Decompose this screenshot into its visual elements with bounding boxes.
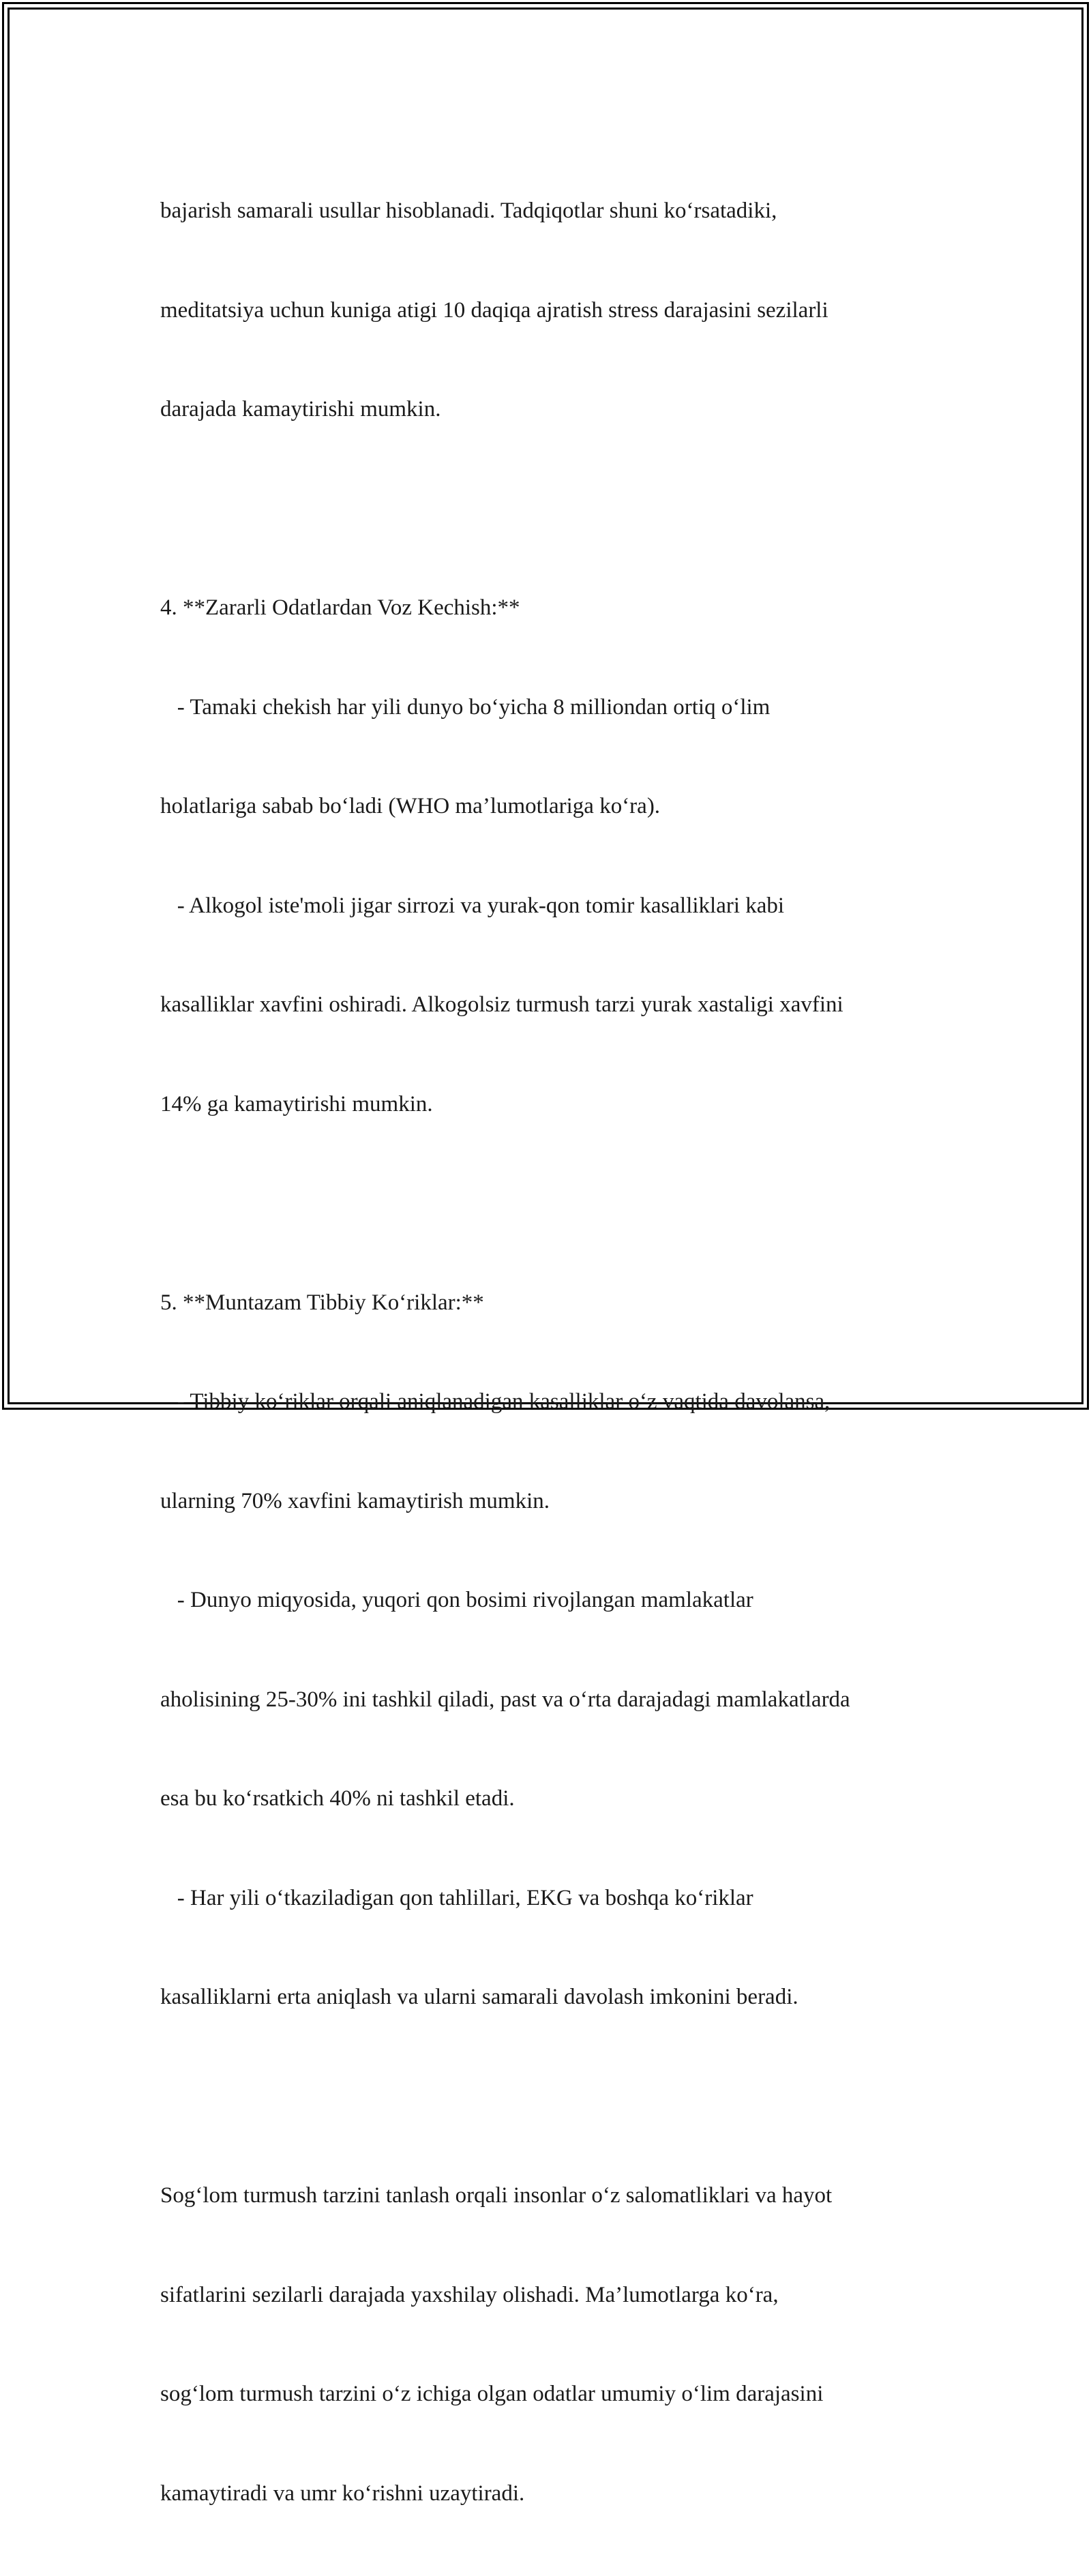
section-4-heading: 4. **Zararli Odatlardan Voz Kechish:** — [160, 595, 520, 620]
text-line: 14% ga kamaytirishi mumkin. — [160, 1091, 433, 1116]
text-line: esa bu ko‘rsatkich 40% ni tashkil etadi. — [160, 1786, 515, 1811]
text-line: - Alkogol iste'moli jigar sirrozi va yurak-qon tomir kasalliklari kabi — [160, 893, 785, 918]
section-4 — [160, 525, 951, 1187]
text-line: ularning 70% xavfini kamaytirish mumkin. — [160, 1488, 550, 1513]
text-line: Sog‘lom turmush tarzini tanlash orqali insonlar o‘z salomatliklari va hayot — [160, 2183, 833, 2208]
paragraph-spacer — [160, 1187, 951, 1220]
text-line: sifatlarini sezilarli darajada yaxshilay olishadi. Ma’lumotlarga ko‘ra, — [160, 2282, 779, 2307]
text-line: holatlariga sabab bo‘ladi (WHO ma’lumotlariga ko‘ra). — [160, 794, 661, 818]
document-body — [160, 128, 951, 2576]
text-line: kasalliklar xavfini oshiradi. Alkogolsiz turmush tarzi yurak xastaligi xavfini — [160, 992, 843, 1017]
text-line: darajada kamaytirishi mumkin. — [160, 397, 441, 421]
text-line: kasalliklarni erta aniqlash va ularni samarali davolash imkonini beradi. — [160, 1985, 798, 2009]
paragraph-spacer — [160, 492, 951, 526]
section-5 — [160, 1220, 951, 2080]
conclusion-paragraph — [160, 2113, 951, 2576]
intro-paragraph — [160, 128, 951, 492]
text-line: aholisining 25-30% ini tashkil qiladi, past va o‘rta darajadagi mamlakatlarda — [160, 1687, 850, 1712]
text-line: kamaytiradi va umr ko‘rishni uzaytiradi. — [160, 2481, 525, 2506]
text-line: - Tibbiy ko‘riklar orqali aniqlanadigan kasalliklar o‘z vaqtida davolansa, — [160, 1389, 831, 1414]
text-line: meditatsiya uchun kuniga atigi 10 daqiqa ajratish stress darajasini sezilarli — [160, 297, 828, 323]
text-line: sog‘lom turmush tarzini o‘z ichiga olgan odatlar umumiy o‘lim darajasini — [160, 2382, 824, 2406]
text-line: bajarish samarali usullar hisoblanadi. Tadqiqotlar shuni ko‘rsatadiki, — [160, 198, 777, 223]
text-line: - Har yili o‘tkaziladigan qon tahlillari, EKG va boshqa ko‘riklar — [160, 1885, 753, 1910]
section-5-heading: 5. **Muntazam Tibbiy Ko‘riklar:** — [160, 1290, 484, 1315]
text-line: - Tamaki chekish har yili dunyo bo‘yicha 8 milliondan ortiq o‘lim — [160, 694, 771, 720]
text-line: - Dunyo miqyosida, yuqori qon bosimi rivojlangan mamlakatlar — [160, 1588, 753, 1612]
paragraph-spacer — [160, 2080, 951, 2114]
